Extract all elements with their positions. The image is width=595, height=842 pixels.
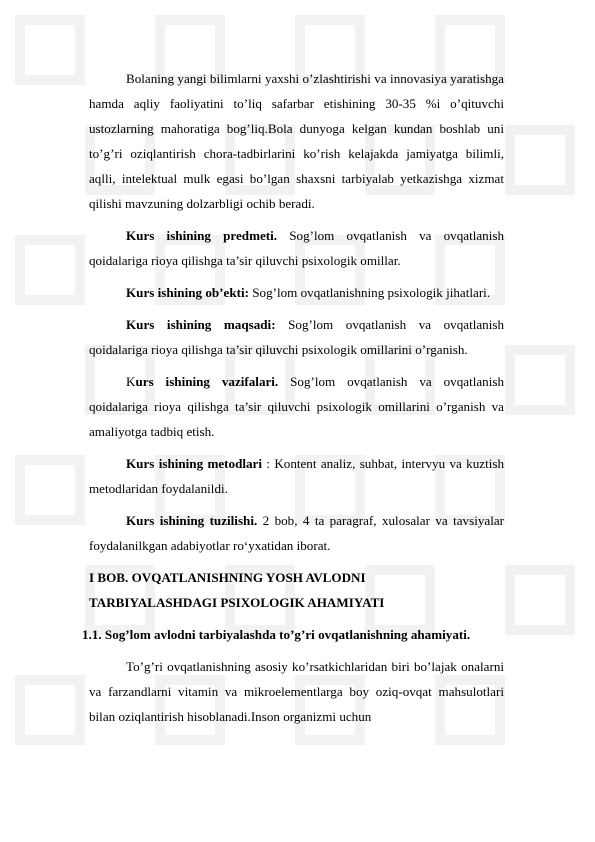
chapter-title-line-2: TARBIYALASHDAGI PSIXOLOGIK AHAMIYATI — [89, 595, 385, 610]
object-paragraph — [89, 280, 504, 305]
goal-paragraph — [89, 312, 504, 362]
methods-text: : Kontent analiz, suhbat, intervyu va kuztish metodlaridan foydalanildi. — [89, 456, 504, 496]
methods-paragraph — [89, 451, 504, 501]
tasks-label: urs ishining vazifalari. — [135, 374, 279, 389]
tasks-paragraph — [89, 369, 504, 444]
document-page — [82, 66, 505, 729]
methods-label: Kurs ishining metodlari — [126, 456, 262, 471]
subject-label: Kurs ishining predmeti. — [126, 228, 278, 243]
object-text: Sog’lom ovqatlanishning psixologik jihatlari. — [248, 285, 491, 300]
intro-paragraph: Bolaning yangi bilimlarni yaxshi o’zlashtirishi va innovasiya yaratishga hamda aqliy faoliyatini to’liq safarbar etishining 30-35 %i o’qituvchi ustozlarning mahoratiga bog’liq.Bola dunyoga kelgan kundan boshlab uni to’g’ri oziqlantirish chora-tadbirlarini ko’rish kelajakda jamiyatga bilimli, aqlli, intelektual mulk egasi bo’lgan shaxsni tarbiyalab yetkazishga xizmat qilishi mavzuning dolzarbligi ochib beradi. — [89, 71, 504, 211]
chapter-title-line-1: I BOB. OVQATLANISHNING YOSH AVLODNI — [89, 570, 366, 585]
structure-text: 2 bob, 4 ta paragraf, xulosalar va tavsiyalar foydalanilkgan adabiyotlar ro‘yxatidan iborat. — [89, 513, 505, 553]
section-heading: 1.1. Sog’lom avlodni tarbiyalashda to’g’ri ovqatlanishning ahamiyati. — [82, 627, 471, 642]
goal-label: Kurs ishining maqsadi: — [126, 317, 276, 332]
tasks-label-initial: K — [126, 374, 136, 389]
goal-text: Sog’lom ovqatlanish va ovqatlanish qoidalariga rioya qilishga ta’sir qiluvchi psixologik omillarini o’rganish. — [89, 317, 504, 357]
subject-paragraph — [89, 223, 504, 273]
tasks-text: Sog’lom ovqatlanish va ovqatlanish qoidalariga rioya qilishga ta’sir qiluvchi psixologik omillarini o’rganish va amaliyotga tadbiq etish. — [89, 374, 504, 439]
structure-label: Kurs ishining tuzilishi. — [126, 513, 258, 528]
last-paragraph: To’g’ri ovqatlanishning asosiy ko’rsatkichlaridan biri bo’lajak onalarni va farzandlarni vitamin va mikroelementlarga boy oziq-ovqat mahsulotlari bilan oziqlantirish hisoblanadi.Inson organizmi uchun — [89, 659, 504, 724]
structure-paragraph — [89, 508, 504, 558]
object-label: Kurs ishining ob’ekti: — [126, 285, 249, 300]
subject-text: Sog’lom ovqatlanish va ovqatlanish qoidalariga rioya qilishga ta’sir qiluvchi psixologik omillar. — [89, 228, 504, 268]
